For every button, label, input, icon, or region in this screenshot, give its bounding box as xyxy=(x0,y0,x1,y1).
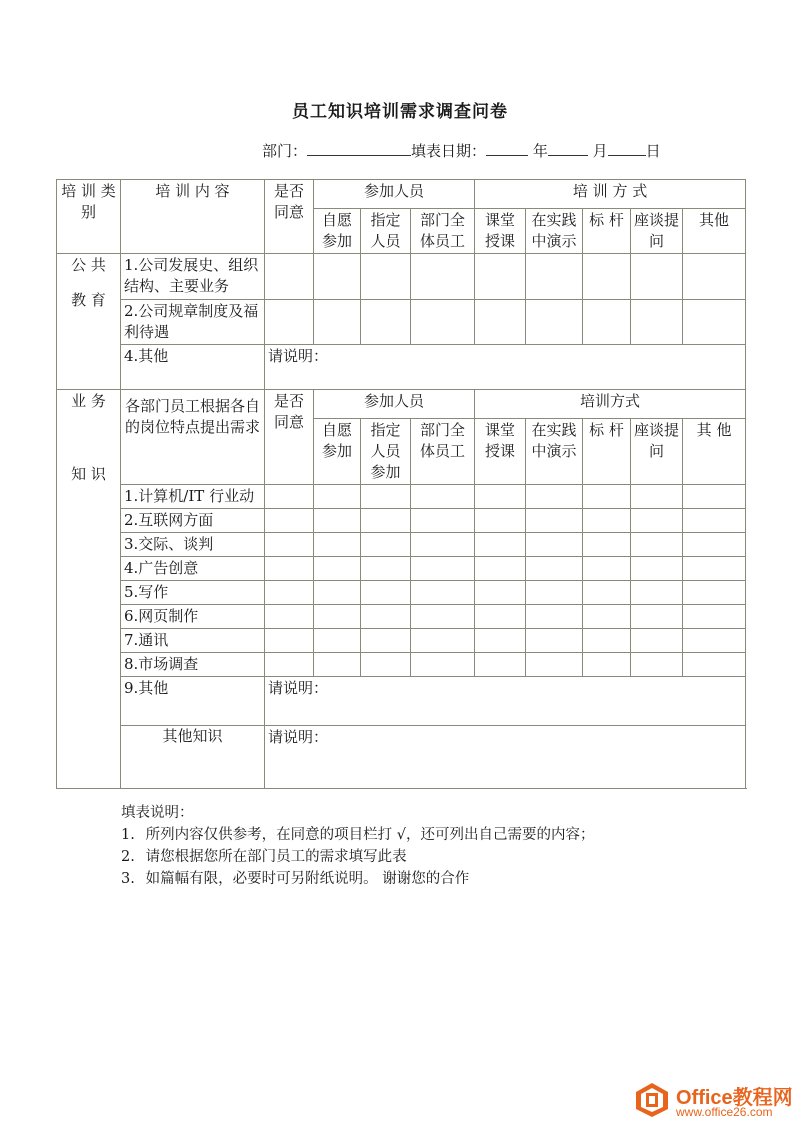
header-other-2: 其 他 xyxy=(683,419,746,485)
checkbox-cell[interactable] xyxy=(314,254,361,300)
checkbox-cell[interactable] xyxy=(411,557,475,581)
header-classroom: 课堂授课 xyxy=(475,209,526,254)
checkbox-cell[interactable] xyxy=(683,533,746,557)
watermark-url: www.office26.com xyxy=(676,1105,773,1119)
section-public-label xyxy=(57,254,121,390)
checkbox-cell[interactable] xyxy=(475,605,526,629)
checkbox-cell[interactable] xyxy=(683,581,746,605)
checkbox-cell[interactable] xyxy=(314,629,361,653)
header-practice: 在实践中演示 xyxy=(526,209,583,254)
header-participants-2: 参加人员 xyxy=(314,390,475,419)
checkbox-cell[interactable] xyxy=(314,557,361,581)
checkbox-cell[interactable] xyxy=(683,509,746,533)
checkbox-cell[interactable] xyxy=(361,581,411,605)
day-blank[interactable] xyxy=(608,141,646,156)
checkbox-cell[interactable] xyxy=(631,653,683,677)
checkbox-cell[interactable] xyxy=(411,653,475,677)
checkbox-cell[interactable] xyxy=(475,485,526,509)
public-item-1: 1.公司发展史、组织结构、主要业务 xyxy=(121,254,265,300)
checkbox-cell[interactable] xyxy=(361,605,411,629)
header-agree: 是否同意 xyxy=(265,180,314,254)
checkbox-cell[interactable] xyxy=(526,533,583,557)
checkbox-cell[interactable] xyxy=(361,254,411,300)
checkbox-cell[interactable] xyxy=(631,605,683,629)
section-public-label-2: 教 育 xyxy=(71,291,106,309)
business-item-8: 8.市场调查 xyxy=(121,653,265,677)
checkbox-cell[interactable] xyxy=(526,254,583,300)
checkbox-cell[interactable] xyxy=(361,300,411,345)
checkbox-cell[interactable] xyxy=(683,605,746,629)
instruction-item: 1. 所列内容仅供参考，在同意的项目栏打 √，还可列出自己需要的内容； xyxy=(121,827,595,843)
checkbox-cell[interactable] xyxy=(526,557,583,581)
checkbox-cell[interactable] xyxy=(526,509,583,533)
checkbox-cell[interactable] xyxy=(314,300,361,345)
checkbox-cell[interactable] xyxy=(361,557,411,581)
header-voluntary-2: 自愿参加 xyxy=(314,419,361,485)
instructions-heading: 填表说明： xyxy=(121,805,194,821)
checkbox-cell[interactable] xyxy=(526,300,583,345)
checkbox-cell[interactable] xyxy=(411,254,475,300)
checkbox-cell[interactable] xyxy=(314,605,361,629)
checkbox-cell[interactable] xyxy=(265,653,314,677)
watermark-logo xyxy=(634,1080,794,1124)
checkbox-cell[interactable] xyxy=(475,300,526,345)
header-voluntary: 自愿参加 xyxy=(314,209,361,254)
header-seminar: 座谈提问 xyxy=(631,209,683,254)
month-label: 月 xyxy=(592,142,608,160)
checkbox-cell[interactable] xyxy=(411,533,475,557)
checkbox-cell[interactable] xyxy=(314,509,361,533)
checkbox-cell[interactable] xyxy=(583,557,631,581)
business-item-4: 4.广告创意 xyxy=(121,557,265,581)
checkbox-cell[interactable] xyxy=(361,533,411,557)
checkbox-cell[interactable] xyxy=(265,254,314,300)
header-classroom-2: 课堂授课 xyxy=(475,419,526,485)
checkbox-cell[interactable] xyxy=(583,605,631,629)
checkbox-cell[interactable] xyxy=(265,581,314,605)
checkbox-cell[interactable] xyxy=(631,300,683,345)
header-designated: 指定人员 xyxy=(361,209,411,254)
checkbox-cell[interactable] xyxy=(583,254,631,300)
section-business-label xyxy=(57,390,121,789)
public-explain-field[interactable]: 请说明： xyxy=(265,345,746,390)
instruction-item: 2. 请您根据您所在部门员工的需求填写此表 xyxy=(121,849,407,865)
business-explain-field[interactable]: 请说明： xyxy=(265,677,746,726)
checkbox-cell[interactable] xyxy=(265,557,314,581)
header-content: 培 训 内 容 xyxy=(121,180,265,254)
business-item-7: 7.通讯 xyxy=(121,629,265,653)
checkbox-cell[interactable] xyxy=(314,653,361,677)
header-benchmark: 标 杆 xyxy=(583,209,631,254)
checkbox-cell[interactable] xyxy=(583,485,631,509)
checkbox-cell[interactable] xyxy=(631,557,683,581)
header-seminar-2: 座谈提问 xyxy=(631,419,683,485)
checkbox-cell[interactable] xyxy=(583,581,631,605)
header-method: 培 训 方 式 xyxy=(475,180,746,209)
page-title: 员工知识培训需求调查问卷 xyxy=(292,102,508,122)
checkbox-cell[interactable] xyxy=(683,629,746,653)
public-item-2: 2.公司规章制度及福利待遇 xyxy=(121,300,265,345)
checkbox-cell[interactable] xyxy=(265,605,314,629)
section-other-label: 其他知识 xyxy=(121,726,265,789)
instructions xyxy=(121,802,594,890)
other-explain-field[interactable]: 请说明： xyxy=(265,726,746,789)
office-logo-icon xyxy=(634,1082,670,1118)
business-item-1: 1.计算机/IT 行业动 xyxy=(121,485,265,509)
checkbox-cell[interactable] xyxy=(411,629,475,653)
checkbox-cell[interactable] xyxy=(683,557,746,581)
checkbox-cell[interactable] xyxy=(361,509,411,533)
checkbox-cell[interactable] xyxy=(526,605,583,629)
checkbox-cell[interactable] xyxy=(475,629,526,653)
checkbox-cell[interactable] xyxy=(314,581,361,605)
checkbox-cell[interactable] xyxy=(265,485,314,509)
form-meta-line xyxy=(262,140,661,161)
checkbox-cell[interactable] xyxy=(265,509,314,533)
business-intro: 各部门员工根据各自的岗位特点提出需求 xyxy=(121,390,265,485)
checkbox-cell[interactable] xyxy=(361,629,411,653)
checkbox-cell[interactable] xyxy=(411,509,475,533)
checkbox-cell[interactable] xyxy=(526,653,583,677)
business-item-3: 3.交际、谈判 xyxy=(121,533,265,557)
survey-table xyxy=(56,179,746,789)
header-category: 培 训 类 别 xyxy=(57,180,121,254)
public-item-other: 4.其他 xyxy=(121,345,265,390)
checkbox-cell[interactable] xyxy=(583,533,631,557)
checkbox-cell[interactable] xyxy=(631,254,683,300)
checkbox-cell[interactable] xyxy=(475,653,526,677)
checkbox-cell[interactable] xyxy=(314,533,361,557)
header-whole-dept: 部门全体员工 xyxy=(411,209,475,254)
checkbox-cell[interactable] xyxy=(683,653,746,677)
checkbox-cell[interactable] xyxy=(361,653,411,677)
header-method-2: 培训方式 xyxy=(475,390,746,419)
header-practice-2: 在实践中演示 xyxy=(526,419,583,485)
header-benchmark-2: 标 杆 xyxy=(583,419,631,485)
header-designated-2: 指定人员参加 xyxy=(361,419,411,485)
checkbox-cell[interactable] xyxy=(411,581,475,605)
header-participants: 参加人员 xyxy=(314,180,475,209)
header-whole-dept-2: 部门全体员工 xyxy=(411,419,475,485)
checkbox-cell[interactable] xyxy=(631,581,683,605)
checkbox-cell[interactable] xyxy=(526,485,583,509)
checkbox-cell[interactable] xyxy=(475,509,526,533)
section-business-label-1: 业 务 xyxy=(71,392,106,410)
dept-label: 部门： xyxy=(262,142,308,160)
checkbox-cell[interactable] xyxy=(361,485,411,509)
checkbox-cell[interactable] xyxy=(265,533,314,557)
header-other: 其他 xyxy=(683,209,746,254)
checkbox-cell[interactable] xyxy=(583,629,631,653)
checkbox-cell[interactable] xyxy=(265,300,314,345)
checkbox-cell[interactable] xyxy=(475,581,526,605)
year-blank[interactable] xyxy=(486,141,528,156)
checkbox-cell[interactable] xyxy=(265,629,314,653)
checkbox-cell[interactable] xyxy=(683,254,746,300)
year-label: 年 xyxy=(532,142,548,160)
checkbox-cell[interactable] xyxy=(475,254,526,300)
dept-blank[interactable] xyxy=(307,141,411,156)
checkbox-cell[interactable] xyxy=(583,509,631,533)
date-label: 填表日期： xyxy=(411,142,487,160)
header-agree-2: 是否同意 xyxy=(265,390,314,485)
day-label: 日 xyxy=(645,142,661,160)
month-blank[interactable] xyxy=(548,141,588,156)
checkbox-cell[interactable] xyxy=(631,629,683,653)
checkbox-cell[interactable] xyxy=(411,485,475,509)
checkbox-cell[interactable] xyxy=(683,485,746,509)
business-item-2: 2.互联网方面 xyxy=(121,509,265,533)
checkbox-cell[interactable] xyxy=(583,300,631,345)
checkbox-cell[interactable] xyxy=(631,485,683,509)
checkbox-cell[interactable] xyxy=(526,581,583,605)
checkbox-cell[interactable] xyxy=(631,509,683,533)
watermark-name: Office教程网 xyxy=(676,1087,793,1109)
business-item-5: 5.写作 xyxy=(121,581,265,605)
checkbox-cell[interactable] xyxy=(583,653,631,677)
checkbox-cell[interactable] xyxy=(314,485,361,509)
business-item-6: 6.网页制作 xyxy=(121,605,265,629)
checkbox-cell[interactable] xyxy=(631,533,683,557)
checkbox-cell[interactable] xyxy=(683,300,746,345)
checkbox-cell[interactable] xyxy=(411,300,475,345)
checkbox-cell[interactable] xyxy=(411,605,475,629)
checkbox-cell[interactable] xyxy=(526,629,583,653)
instruction-item: 3. 如篇幅有限，必要时可另附纸说明。 谢谢您的合作 xyxy=(121,871,470,887)
business-item-other: 9.其他 xyxy=(121,677,265,726)
section-public-label-1: 公 共 xyxy=(71,256,106,274)
section-business-label-2: 知 识 xyxy=(71,465,106,483)
checkbox-cell[interactable] xyxy=(475,533,526,557)
checkbox-cell[interactable] xyxy=(475,557,526,581)
